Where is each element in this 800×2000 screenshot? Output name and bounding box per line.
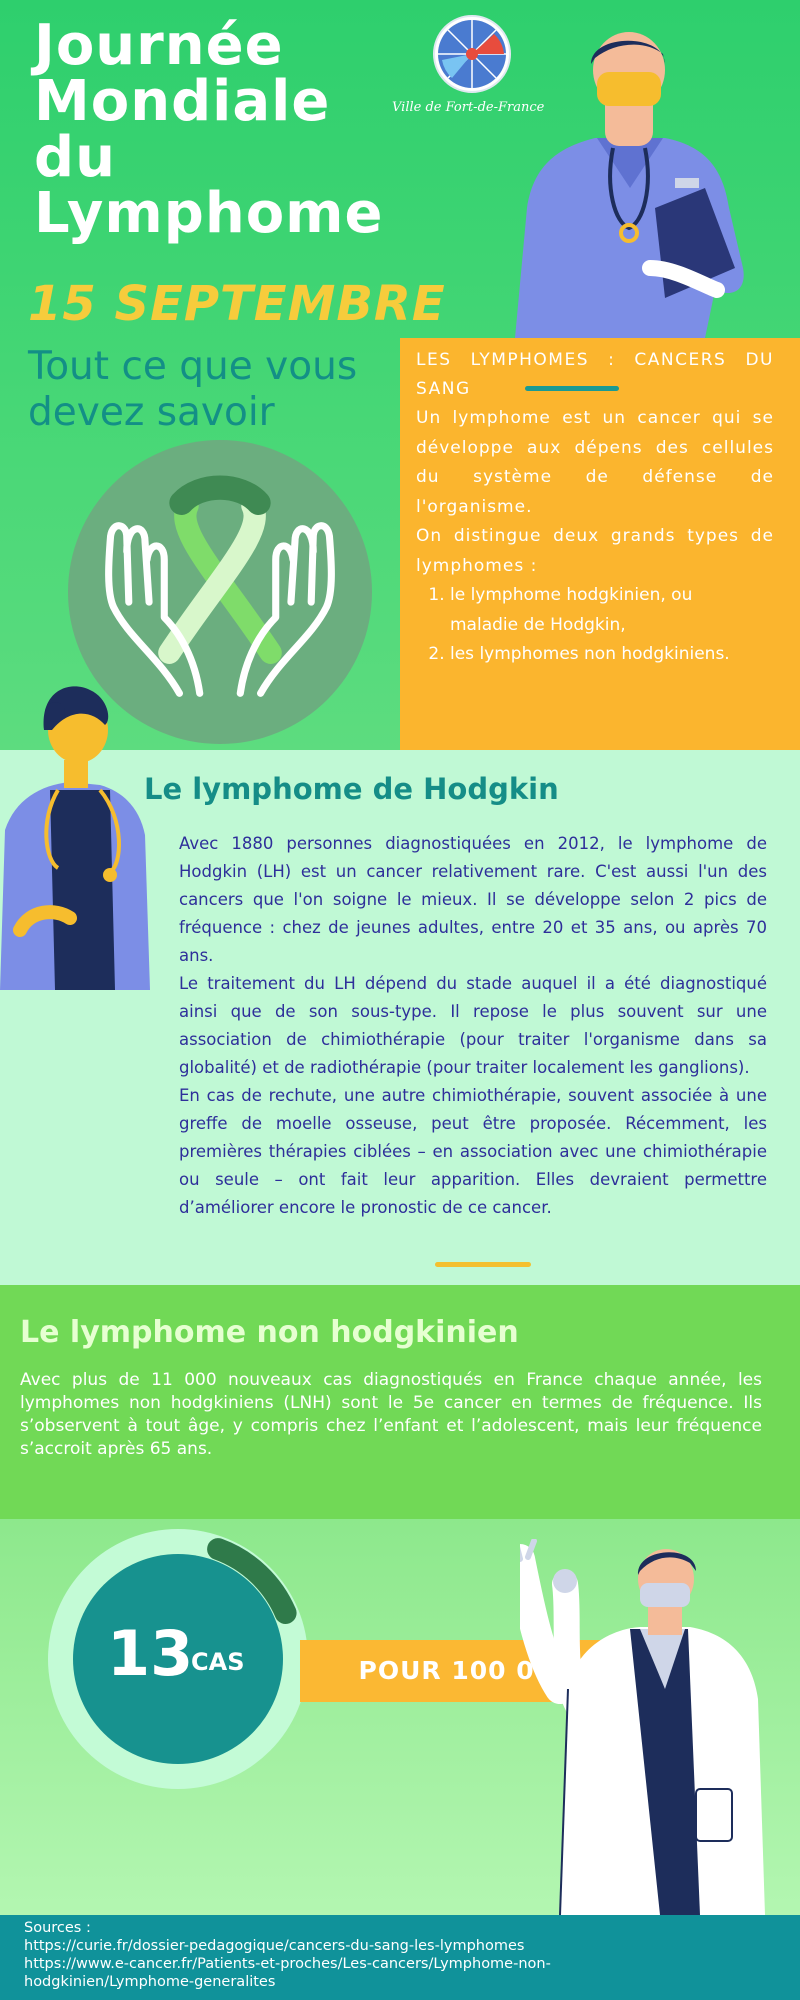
female-doctor-illustration [0, 660, 150, 990]
title-line: Lymphome [34, 181, 384, 246]
hodgkin-paragraph: Le traitement du LH dépend du stade auquel il a été diagnostiqué ainsi que de son sous-type. Il repose le plus souvent sur une association de chimiothérapie (pour traiter l'organisme dans sa globalité) et de radiothérapie (pour traiter localement les ganglions). [179, 974, 767, 1077]
doctor-gloves-illustration [520, 1539, 770, 1915]
non-hodgkin-section [0, 1285, 800, 1519]
case-unit: CAS [191, 1648, 245, 1676]
sources-footer [0, 1915, 800, 2000]
case-count: 13 [107, 1617, 194, 1690]
hodgkin-body [179, 830, 767, 1222]
heading-underline [525, 386, 619, 391]
list-item: 1. le lymphome hodgkinien, ou maladie de Hodgkin, [450, 581, 756, 640]
hodgkin-heading: Le lymphome de Hodgkin [144, 772, 559, 806]
info-paragraph: On distingue deux grands types de lymphomes : [416, 526, 774, 576]
page-title [34, 13, 454, 246]
source-link[interactable]: https://curie.fr/dossier-pedagogique/cancers-du-sang-les-lymphomes [24, 1938, 525, 1954]
event-date: 15 SEPTEMBRE [28, 276, 446, 332]
lymphomes-info-box [400, 338, 800, 750]
subtitle: Tout ce que vous devez savoir [28, 344, 358, 435]
hodgkin-paragraph: En cas de rechute, une autre chimiothérapie, souvent associée à une greffe de moelle osseuse, peut être proposée. Récemment, les premières thérapies ciblées – en association avec une chimiothérapie ou seule – ont fait leur apparition. Elles devraient permettre d’améliorer encore le pronostic de ce cancer. [179, 1086, 767, 1217]
doctor-clipboard-illustration [505, 28, 750, 338]
title-line: du [34, 125, 116, 190]
logo-signature: Ville de Fort-de-France [392, 100, 545, 115]
hodgkin-section [0, 750, 800, 1285]
title-line: Mondiale [34, 69, 331, 134]
stats-section [0, 1519, 800, 1915]
hero-section [0, 0, 800, 750]
sources-label: Sources : [24, 1920, 91, 1936]
section-underline [435, 1262, 531, 1267]
non-hodgkin-heading: Le lymphome non hodgkinien [20, 1315, 519, 1350]
lymphoma-types-list [416, 581, 756, 670]
city-logo-icon [432, 14, 512, 94]
source-link[interactable]: https://www.e-cancer.fr/Patients-et-proches/Les-cancers/Lymphome-non- [24, 1956, 551, 1972]
info-paragraph: Un lymphome est un cancer qui se développe aux dépens des cellules du système de défense de l'organisme. [416, 408, 774, 517]
title-line: Journée [34, 13, 284, 78]
per-population-label: POUR 100 000 [300, 1640, 630, 1702]
hodgkin-paragraph: Avec 1880 personnes diagnostiquées en 2012, le lymphome de Hodgkin (LH) est un cancer relativement rare. C'est aussi l'un des cancers que l'on soigne le mieux. Il se développe selon 2 pics de fréquence : chez de jeunes adultes, entre 20 et 35 ans, ou après 70 ans. [179, 834, 767, 965]
source-link[interactable]: hodgkinien/Lymphome-generalites [24, 1974, 276, 1990]
non-hodgkin-paragraph: Avec plus de 11 000 nouveaux cas diagnostiqués en France chaque année, les lymphomes non hodgkiniens (LNH) sont le 5e cancer en termes de fréquence. Ils s’observent à tout âge, y compris chez l’enfant et l’adolescent, mais leur fréquence s’accroit après 65 ans. [20, 1370, 762, 1459]
list-item: 2. les lymphomes non hodgkiniens. [450, 640, 756, 670]
info-heading: LES LYMPHOMES : CANCERS DU SANG [416, 350, 774, 399]
